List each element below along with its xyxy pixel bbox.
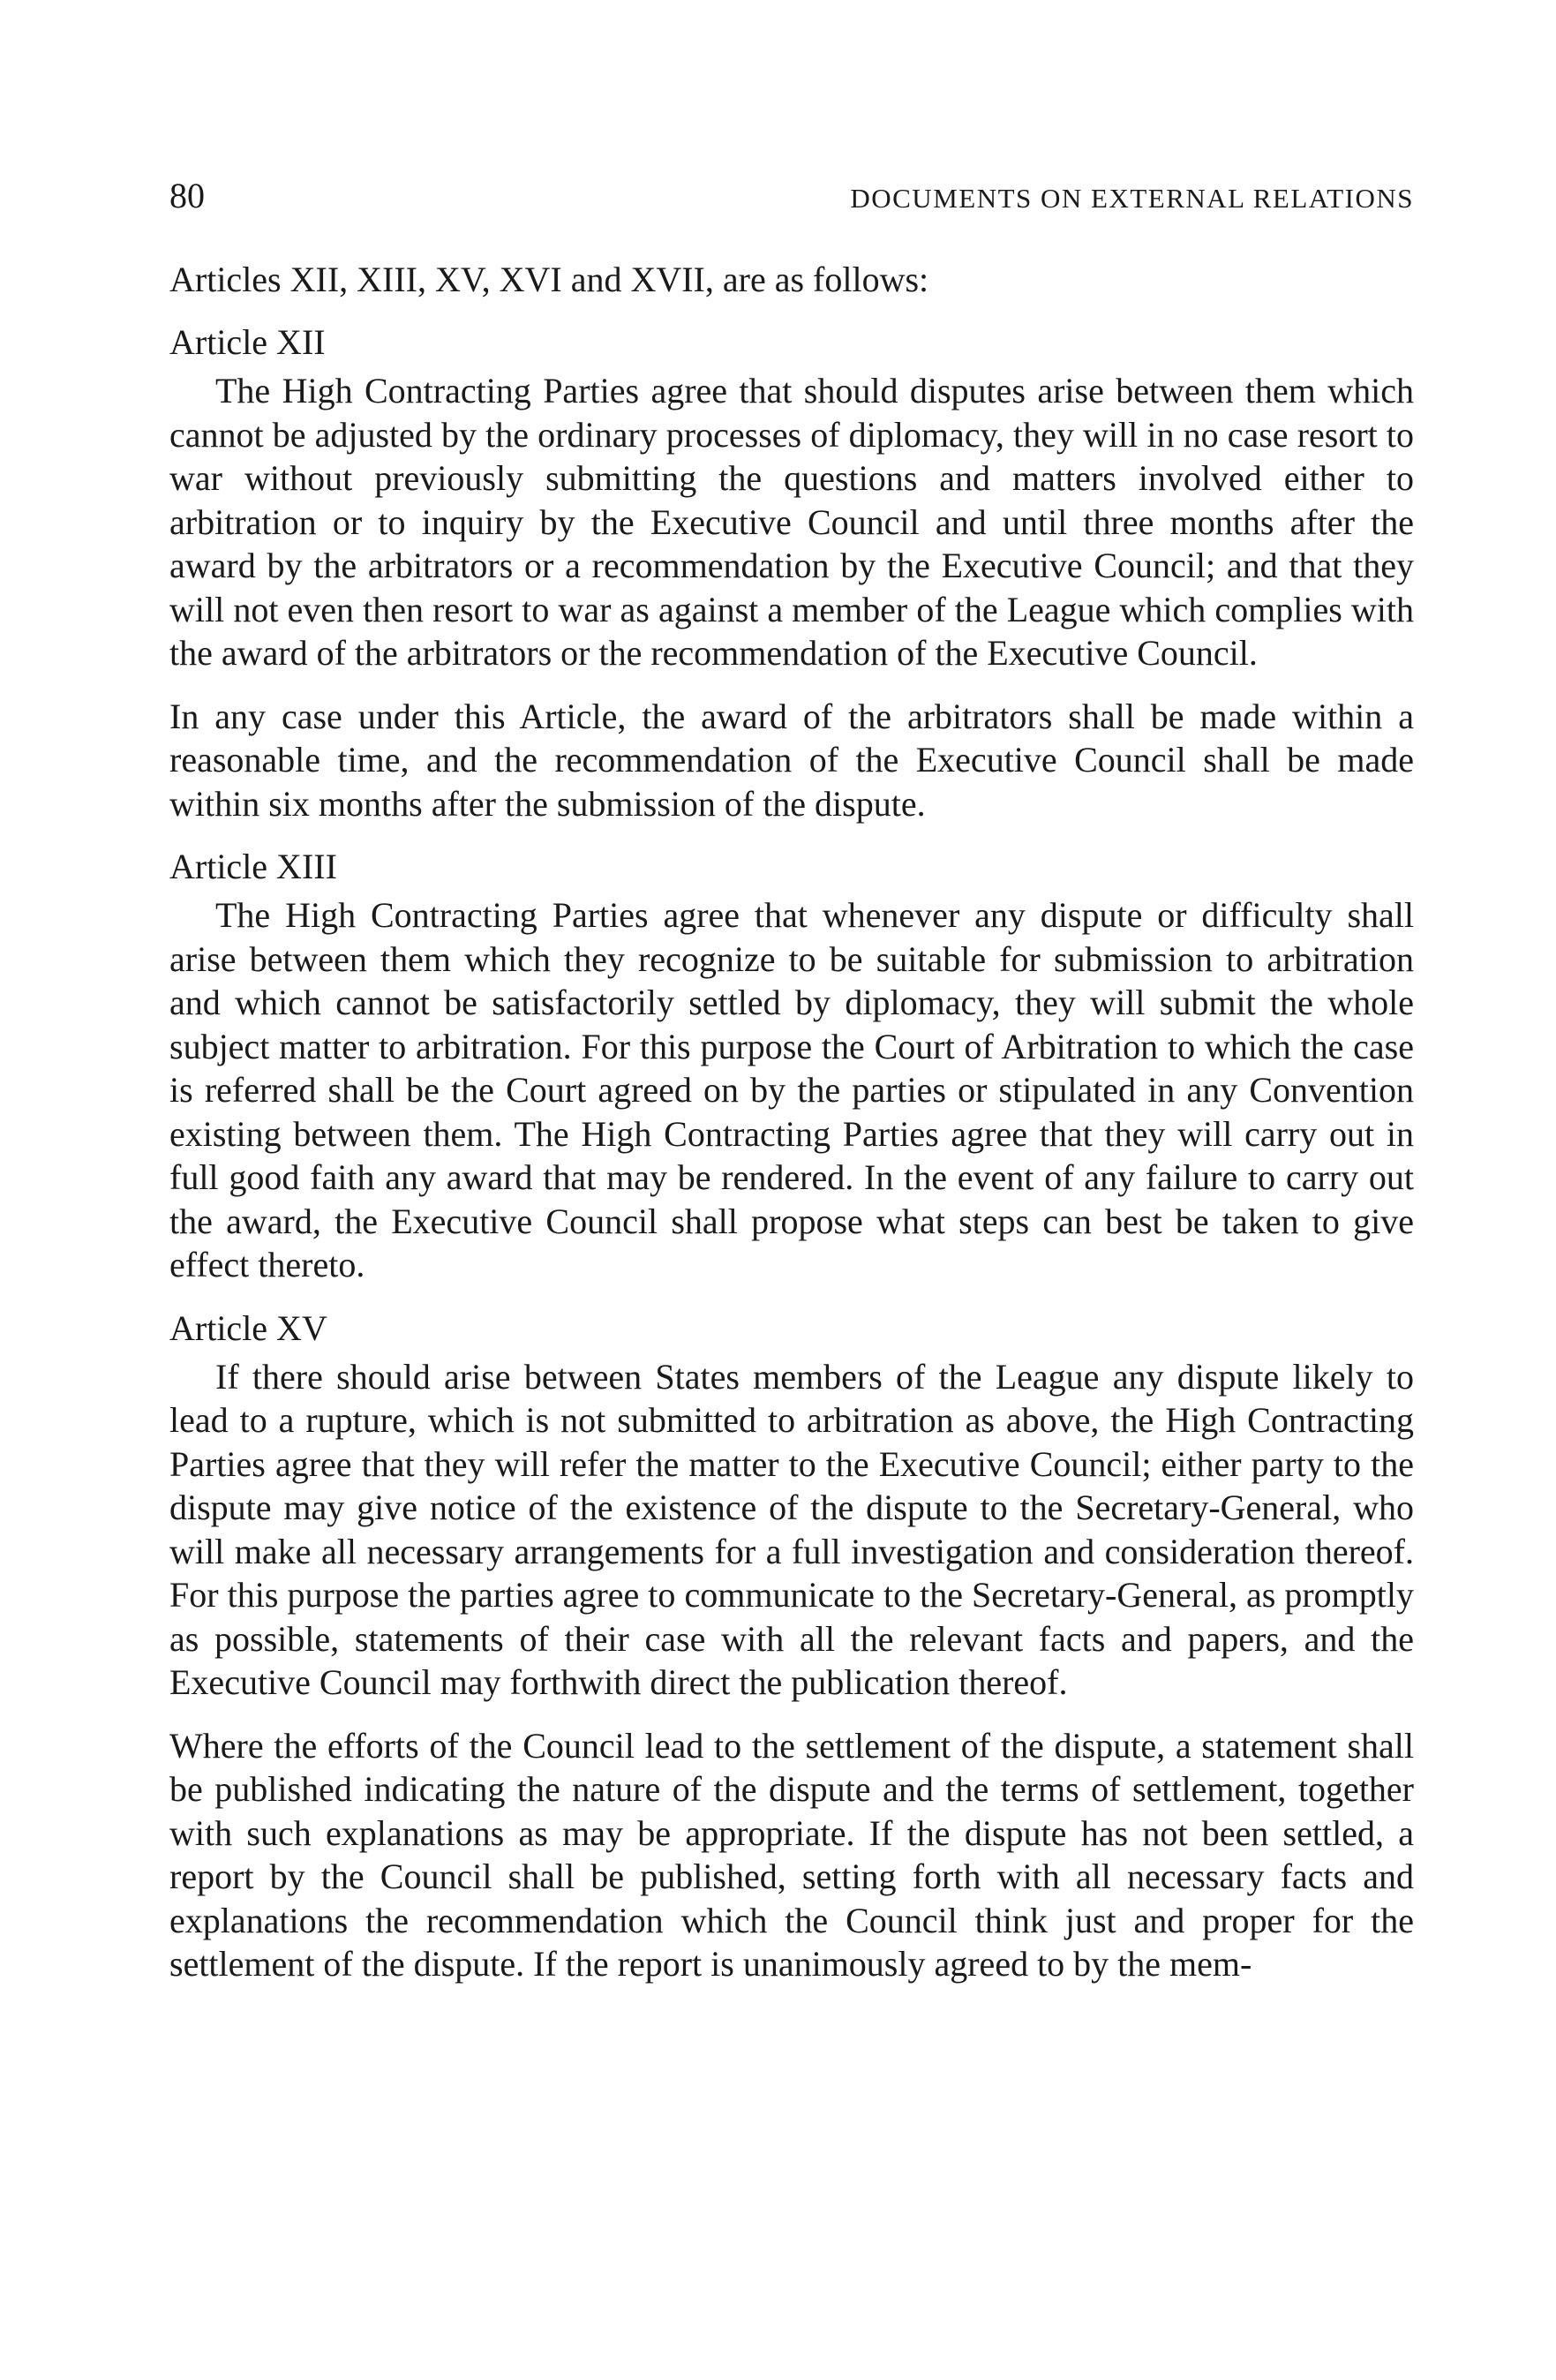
intro-line: Articles XII, XIII, XV, XVI and XVII, are as follows: bbox=[169, 260, 929, 299]
article-paragraph: Where the efforts of the Council lead to the settlement of the dispute, a statement shall be published indicating the nature of the dispute and the terms of settlement, together with such explanations as may be appropriate. If the dispute has not been settled, a report by the Council shall be published, setting forth with all necessary facts and explanations the recommendation which the Council think just and proper for the settlement of the dispute. If the report is unanimously agreed to by the mem- bbox=[169, 1725, 1414, 1984]
article-heading: Article XIII bbox=[169, 847, 337, 886]
article-xiii bbox=[169, 845, 1414, 1287]
running-title: DOCUMENTS ON EXTERNAL RELATIONS bbox=[850, 183, 1414, 214]
article-paragraph: The High Contracting Parties agree that should disputes arise between them which cannot be adjusted by the ordinary processes of diplomacy, they will in no case resort to war without previously submitting the questions and matters involved either to arbitration or to inquiry by the Executive Council and until three months after the award by the arbitrators or a recommendation by the Executive Council; and that they will not even then resort to war as against a member of the League which complies with the award of the arbitrators or the recommendation of the Executive Council. bbox=[169, 371, 1414, 673]
article-paragraph: If there should arise between States members of the League any dispute likely to lead to a rupture, which is not submitted to arbitration as above, the High Contracting Parties agree that they will refer the matter to the Executive Council; either party to the dispute may give notice of the existence of the dispute to the Secretary-General, who will make all necessary arrangements for a full investigation and consideration thereof. For this purpose the parties agree to communicate to the Secretary-General, as promptly as possible, statements of their case with all the relevant facts and papers, and the Executive Council may forthwith direct the publication thereof. bbox=[169, 1356, 1414, 1702]
article-heading: Article XV bbox=[169, 1307, 327, 1348]
article-heading: Article XII bbox=[169, 322, 326, 362]
page-number: 80 bbox=[169, 176, 205, 215]
article-paragraph: The High Contracting Parties agree that whenever any dispute or difficulty shall arise between them which they recognize to be suitable for submission to arbitration and which cannot be satisfactorily settled by diplomacy, they will submit the whole subject matter to arbitration. For this purpose the Court of Arbitration to which the case is referred shall be the Court agreed on by the parties or stipulated in any Convention existing between them. The High Contracting Parties agree that they will carry out in full good faith any award that may be rendered. In the event of any failure to carry out the award, the Executive Council shall propose what steps can best be taken to give effect thereto. bbox=[169, 895, 1414, 1284]
article-paragraph: In any case under this Article, the award of the arbitrators shall be made within a reasonable time, and the recommendation of the Executive Council shall be made within six months after the submission of the dispute. bbox=[169, 696, 1414, 824]
article-xv bbox=[169, 1307, 1414, 1986]
running-header bbox=[169, 175, 1414, 228]
document-page bbox=[169, 175, 1414, 1986]
article-xii bbox=[169, 320, 1414, 825]
